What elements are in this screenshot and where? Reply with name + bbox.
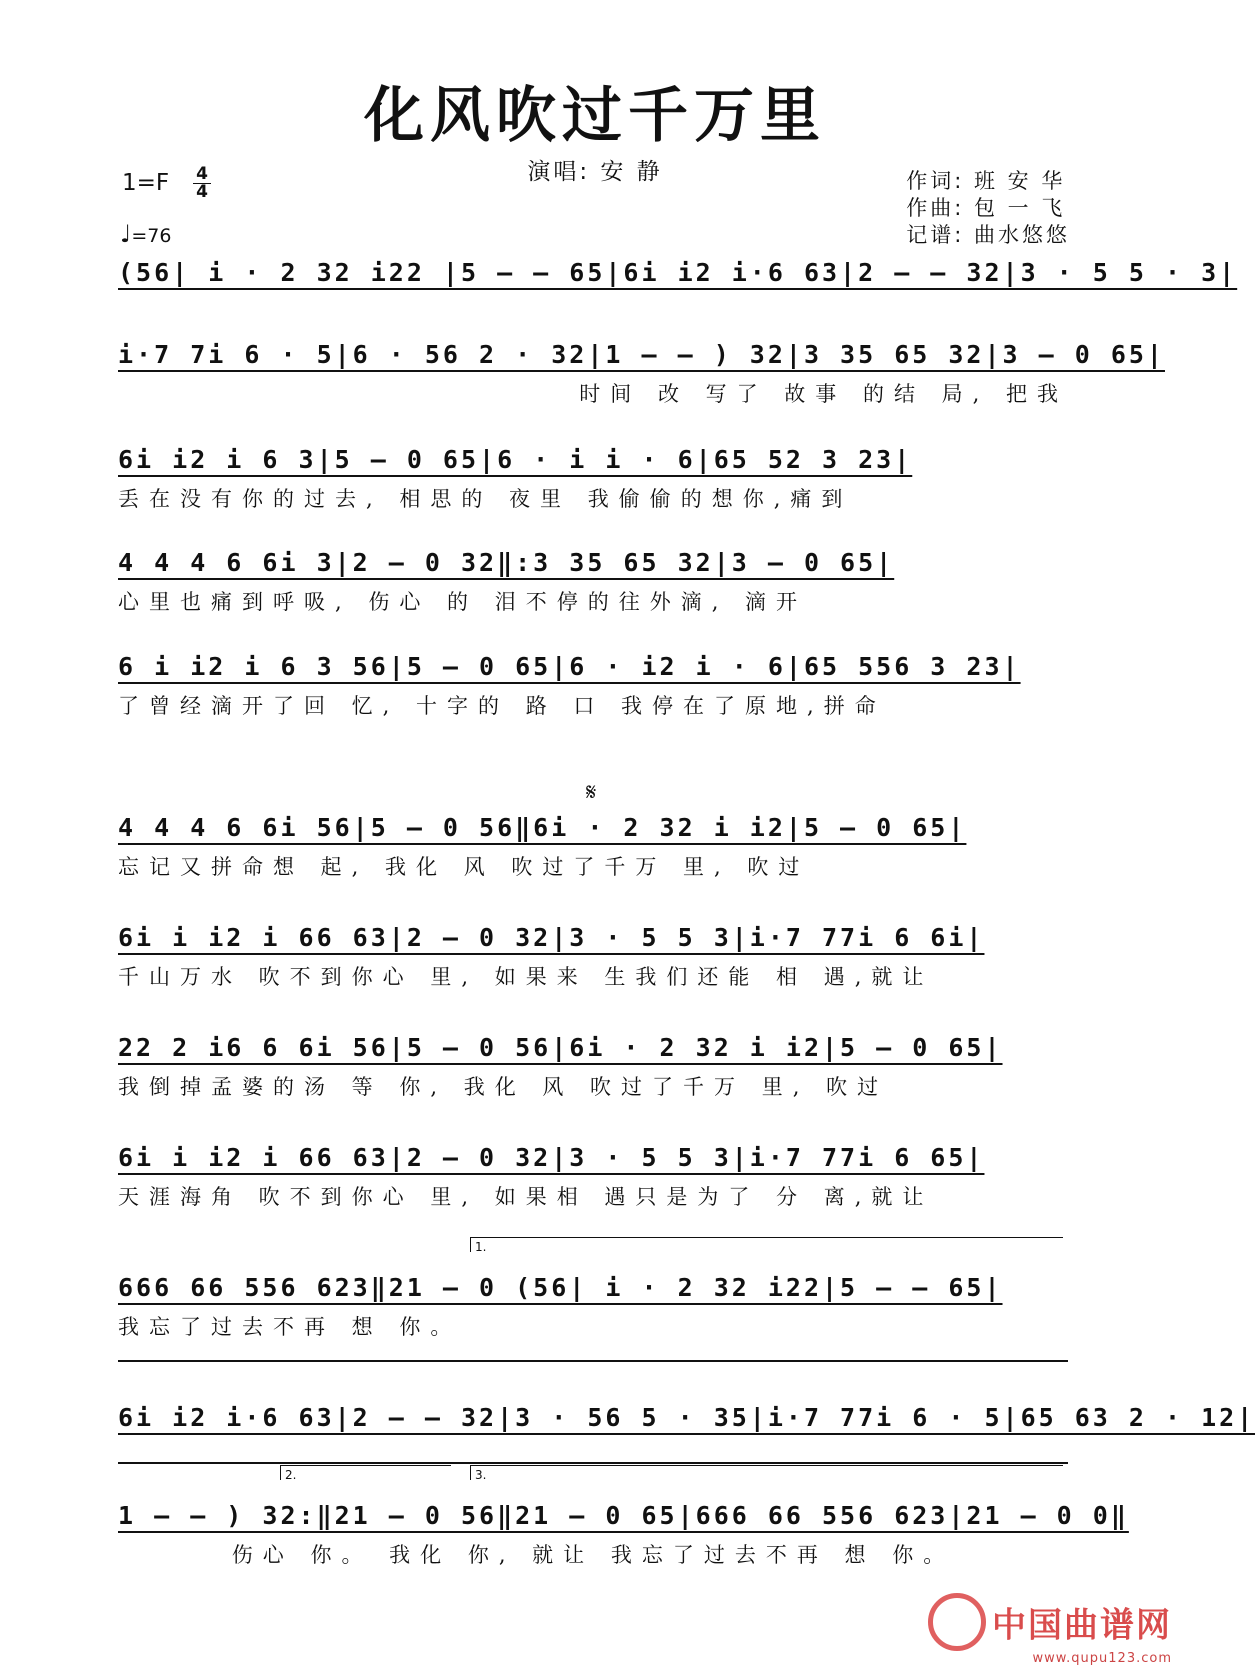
notes-line: 4 4 4 6 6i 3|2 – 0 32‖:3 35 65 32|3 – 0 65| [118,548,895,577]
notes-line: 22 2 i6 6 6i 56|5 – 0 56|6i · 2 32 i i2|5 – 0 65| [118,1033,1003,1062]
notes-line: 6i i i2 i 66 63|2 – 0 32|3 · 5 5 3|i·7 77i 6 6i| [118,923,985,952]
singer-credit: 演唱: 安 静 [527,159,663,185]
quarter-note-icon: ♩ [120,220,132,248]
volta-bracket-third [470,1465,1063,1480]
tempo-value: =76 [131,225,172,247]
time-signature [193,166,211,201]
system-10 [118,1268,1068,1342]
site-watermark [928,1593,1172,1666]
notes-line: 6i i2 i·6 63|2 – – 32|3 · 56 5 · 35|i·7 77i 6 · 5|65 63 2 · 12| [118,1403,1255,1432]
volta-label: 1. [475,1240,487,1254]
notes-line: i·7 7i 6 · 5|6 · 56 2 · 32|1 – – ) 32|3 35 65 32|3 – 0 65| [118,340,1165,369]
volta-bracket-first [470,1237,1063,1252]
system-12 [118,1496,1129,1570]
credits [906,168,1070,249]
lyricist-credit: 作词: 班 安 华 [906,169,1066,193]
system-2 [118,335,1165,409]
system-6 [118,808,1068,882]
lyrics-line: 我忘了过去不再 想 你。 [118,1315,462,1339]
lyrics-line: 心里也痛到呼吸, 伤心 的 泪不停的往外滴, 滴开 [118,590,808,614]
transcriber-credit: 记谱: 曲水悠悠 [906,223,1070,247]
volta-bracket-second [280,1465,451,1480]
lyrics-line: 天涯海角 吹不到你心 里, 如果相 遇只是为了 分 离,就让 [118,1185,934,1209]
system-11 [118,1398,1255,1438]
system-9 [118,1138,1068,1212]
notes-line: 6i i i2 i 66 63|2 – 0 32|3 · 5 5 3|i·7 77i 6 65| [118,1143,985,1172]
divider-line [118,1462,1068,1464]
site-url: www.qupu123.com [1032,1651,1172,1666]
system-5 [118,647,1068,721]
lyrics-line: 时间 改 写了 故事 的结 局, 把我 [579,382,1068,406]
key-signature: 1=F [122,170,170,196]
system-1 [118,253,1238,293]
system-3 [118,440,1068,514]
notes-line: 6 i i2 i 6 3 56|5 – 0 65|6 · i2 i · 6|65 556 3 23| [118,652,1021,681]
system-8 [118,1028,1068,1102]
notes-line: 666 66 556 623‖21 – 0 (56| i · 2 32 i22|5 – – 65| [118,1273,1003,1302]
lyrics-line: 忘记又拼命想 起, 我化 风 吹过了千万 里, 吹过 [118,855,810,879]
lyrics-line: 了曾经滴开了回 忆, 十字的 路 口 我停在了原地,拼命 [118,694,886,718]
lyrics-line: 我倒掉孟婆的汤 等 你, 我化 风 吹过了千万 里, 吹过 [118,1075,889,1099]
site-logo-icon [928,1593,986,1651]
notes-line: (56| i · 2 32 i22 |5 – – 65|6i i2 i·6 63|2 – – 32|3 · 5 5 · 3| [118,258,1238,287]
volta-label: 3. [475,1468,487,1482]
divider-line [118,1360,1068,1362]
tempo-marking [120,220,171,248]
notes-line: 4 4 4 6 6i 56|5 – 0 56‖6i · 2 32 i i2|5 – 0 65| [118,813,967,842]
lyrics-line: 伤心 你。 我化 你, 就让 我忘了过去不再 想 你。 [231,1543,955,1567]
volta-label: 2. [285,1468,297,1482]
notes-line: 1 – – ) 32:‖21 – 0 56‖21 – 0 65|666 66 556 623|21 – 0 0‖ [118,1501,1129,1530]
meter-top: 4 [196,164,208,184]
segno-sign: 𝄋 [586,778,597,806]
notes-line: 6i i2 i 6 3|5 – 0 65|6 · i i · 6|65 52 3 23| [118,445,913,474]
lyrics-line: 千山万水 吹不到你心 里, 如果来 生我们还能 相 遇,就让 [118,965,934,989]
system-4 [118,543,1068,617]
meter-bottom: 4 [193,183,211,201]
song-title: 化风吹过千万里 [364,81,826,151]
site-name: 中国曲谱网 [992,1605,1172,1646]
composer-credit: 作曲: 包 一 飞 [906,196,1066,220]
lyrics-line: 丢在没有你的过去, 相思的 夜里 我偷偷的想你,痛到 [118,487,853,511]
system-7 [118,918,1068,992]
